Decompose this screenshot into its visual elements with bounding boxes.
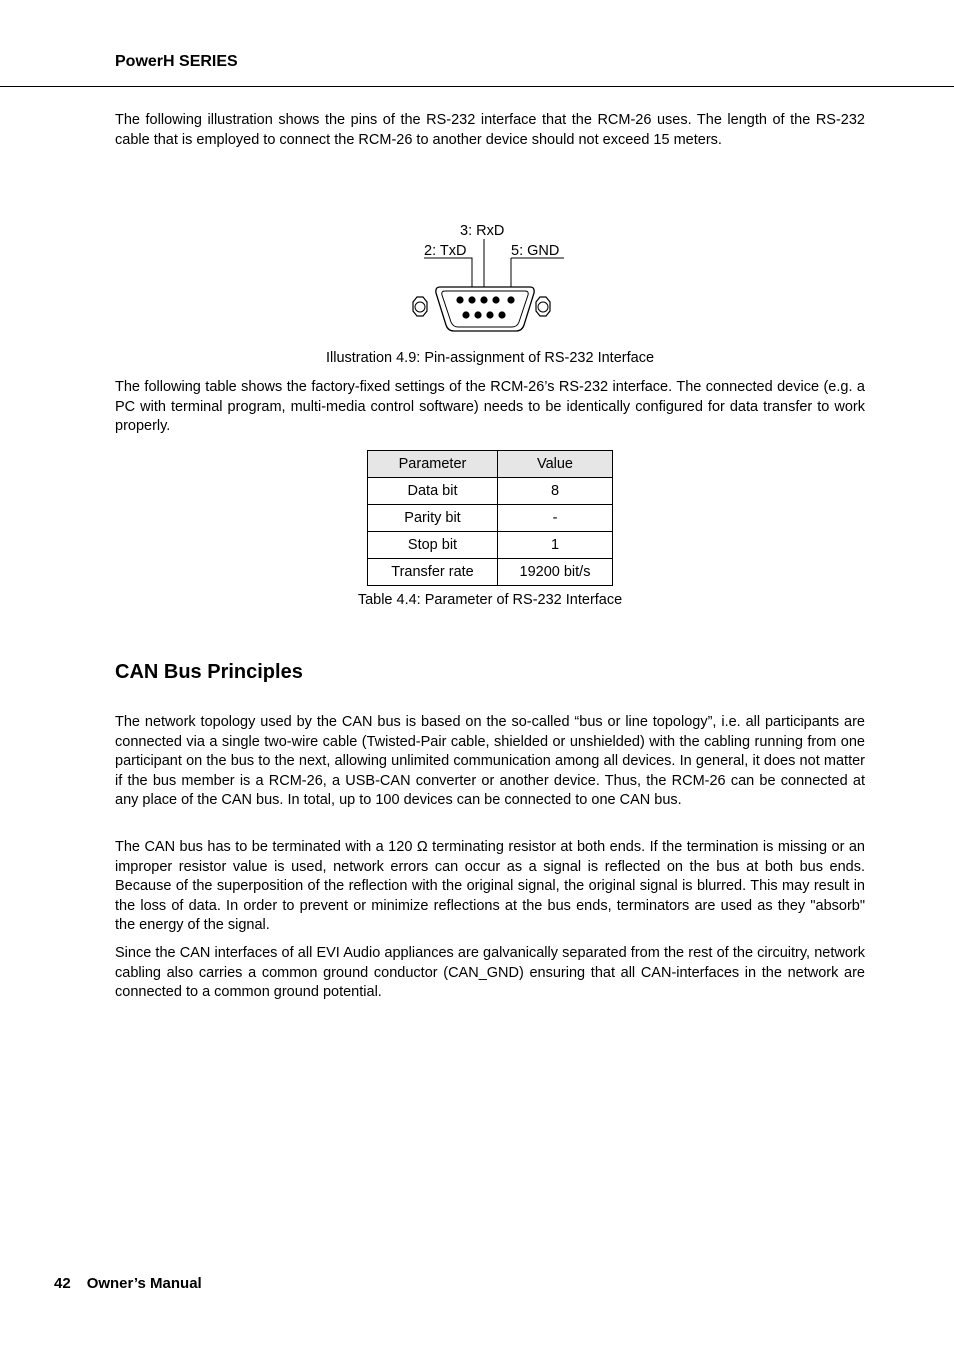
- illustration-caption: Illustration 4.9: Pin-assignment of RS-232 Interface: [325, 350, 655, 366]
- right-screw: [536, 297, 550, 316]
- body-paragraph: Since the CAN interfaces of all EVI Audio appliances are galvanically separated from the rest of the circuitry, network cabling also carries a common ground conductor (CAN_GND) ensuring that all CAN-interfaces in the network are connected to a common ground potential.: [115, 945, 865, 1000]
- rs232-connector-diagram: [400, 215, 580, 340]
- pin-3: [480, 296, 487, 303]
- table-cell-parameter: Parity bit: [368, 505, 498, 532]
- pin-1: [456, 296, 463, 303]
- pin-label-gnd: 5: GND: [511, 243, 560, 259]
- page-number: 42: [54, 1275, 71, 1292]
- section-heading: CAN Bus Principles: [115, 661, 303, 683]
- table-cell-value: 19200 bit/s: [498, 559, 613, 586]
- pin-label-rxd: 3: RxD: [460, 223, 505, 239]
- left-screw: [413, 297, 427, 316]
- table-intro-paragraph: The following table shows the factory-fixed settings of the RCM-26’s RS-232 interface. The connected device (e.g. a PC with terminal program, multi-media control software) needs to be identically configured for data transfer to work properly.: [115, 379, 865, 434]
- table-cell-parameter: Transfer rate: [368, 559, 498, 586]
- pin-5: [507, 296, 514, 303]
- pin-7: [474, 311, 481, 318]
- table-cell-parameter: Data bit: [368, 478, 498, 505]
- pin-9: [498, 311, 505, 318]
- table-header-row: [368, 451, 613, 478]
- table-header-value: Value: [498, 451, 613, 478]
- table-cell-value: -: [498, 505, 613, 532]
- dsub-shell-inner: [442, 291, 528, 327]
- running-header: PowerH SERIES: [115, 53, 238, 70]
- pin-label-txd: 2: TxD: [424, 243, 467, 259]
- table-header-parameter: Parameter: [368, 451, 498, 478]
- footer-label: Owner’s Manual: [86, 1275, 202, 1292]
- rs232-parameter-table: [367, 450, 613, 586]
- table-cell-value: 1: [498, 532, 613, 559]
- body-paragraph: The network topology used by the CAN bus is based on the so-called “bus or line topology”, i.e. all participants are connected via a single two-wire cable (Twisted-Pair cable, shielded or unshielded) with the cabling running from one participant on the bus to the next, allowing unlimited communication among all devices. In general, it does not matter if the bus member is a RCM-26, a USB-CAN converter or another device. Thus, the RCM-26 can be connected at any place of the CAN bus. In total, up to 100 devices can be connected to one CAN bus.: [115, 714, 865, 808]
- pin-4: [492, 296, 499, 303]
- pin-2: [468, 296, 475, 303]
- header-rule: [0, 86, 954, 87]
- body-paragraph: The CAN bus has to be terminated with a 120 Ω terminating resistor at both ends. If the termination is missing or an improper resistor value is used, network errors can occur as a signal is reflected on the bus at both bus ends. Because of the superposition of the reflection with the original signal, the original signal is blurred. This may result in the loss of data. In order to prevent or minimize reflections at the bus ends, terminators are used as they "absorb" the energy of the signal.: [115, 839, 865, 933]
- page-footer: [54, 1275, 202, 1292]
- intro-paragraph: The following illustration shows the pins of the RS-232 interface that the RCM-26 uses. The length of the RS-232 cable that is employed to connect the RCM-26 to another device should not exceed 15 meters.: [115, 112, 865, 148]
- table-row: [368, 532, 613, 559]
- table-cell-value: 8: [498, 478, 613, 505]
- table-cell-parameter: Stop bit: [368, 532, 498, 559]
- table-row: [368, 505, 613, 532]
- table-row: [368, 559, 613, 586]
- pin-8: [486, 311, 493, 318]
- pin-6: [462, 311, 469, 318]
- table-caption: Table 4.4: Parameter of RS-232 Interface: [357, 592, 623, 608]
- table-row: [368, 478, 613, 505]
